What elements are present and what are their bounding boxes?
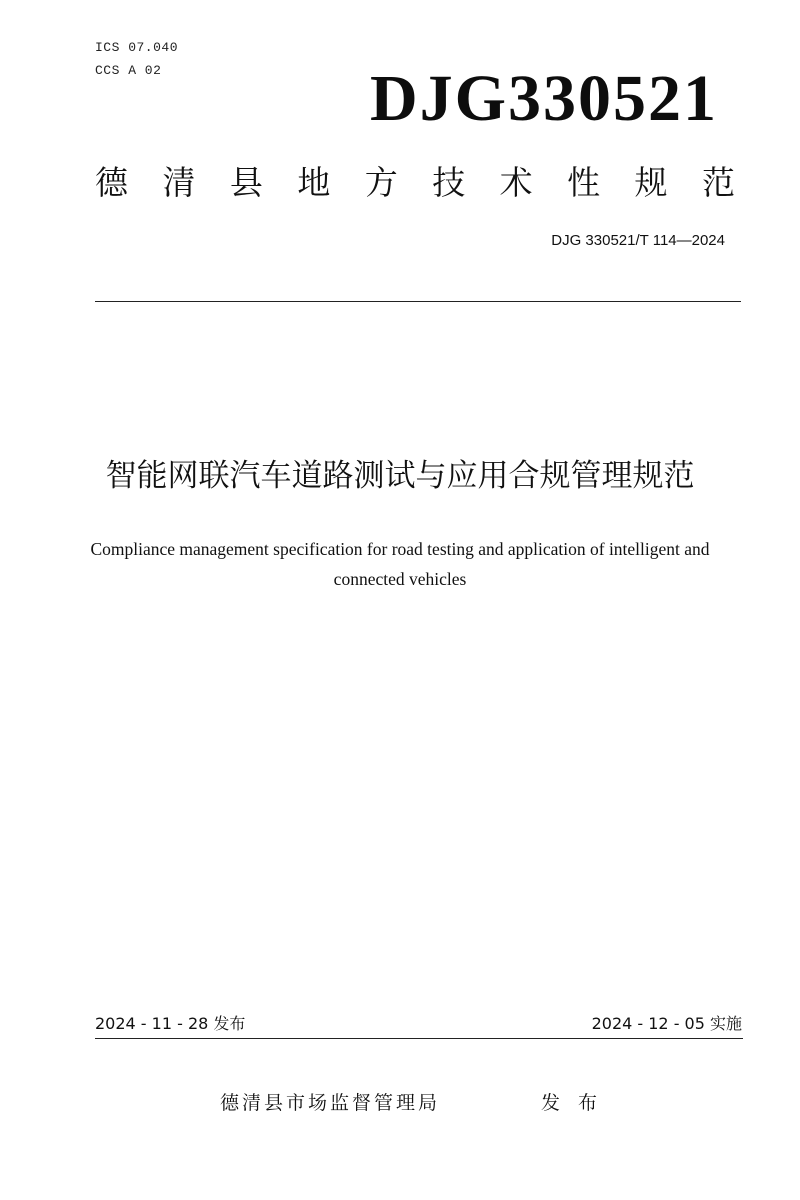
standard-category	[95, 163, 735, 202]
category-char: 地	[297, 163, 331, 202]
standard-code-heading: DJG330521	[370, 62, 718, 135]
category-char: 范	[701, 163, 735, 202]
category-char: 方	[364, 163, 398, 202]
title-en-line-1: Compliance management specification for road testing and application of intelligent and	[90, 539, 710, 559]
issue-label: 发 布	[541, 1092, 604, 1114]
document-title-en	[50, 534, 750, 594]
category-char: 清	[162, 163, 196, 202]
issuing-authority: 德清县市场监督管理局	[220, 1092, 441, 1114]
title-en-line-2: connected vehicles	[333, 569, 467, 589]
category-char: 技	[432, 163, 466, 202]
bottom-divider	[95, 1038, 743, 1039]
category-char: 德	[95, 163, 128, 202]
category-char: 术	[499, 163, 533, 202]
category-char: 性	[567, 163, 601, 202]
category-char: 县	[229, 163, 263, 202]
document-title-zh: 智能网联汽车道路测试与应用合规管理规范	[105, 458, 695, 494]
category-char: 规	[634, 163, 668, 202]
ics-code: ICS 07.040	[95, 40, 179, 55]
ccs-code: CCS A 02	[95, 63, 162, 78]
top-divider	[95, 301, 741, 302]
standard-number: DJG 330521/T 114—2024	[551, 232, 725, 249]
implement-date: 2024 - 12 - 05 实施	[591, 1014, 742, 1033]
publish-date: 2024 - 11 - 28 发布	[95, 1014, 246, 1033]
